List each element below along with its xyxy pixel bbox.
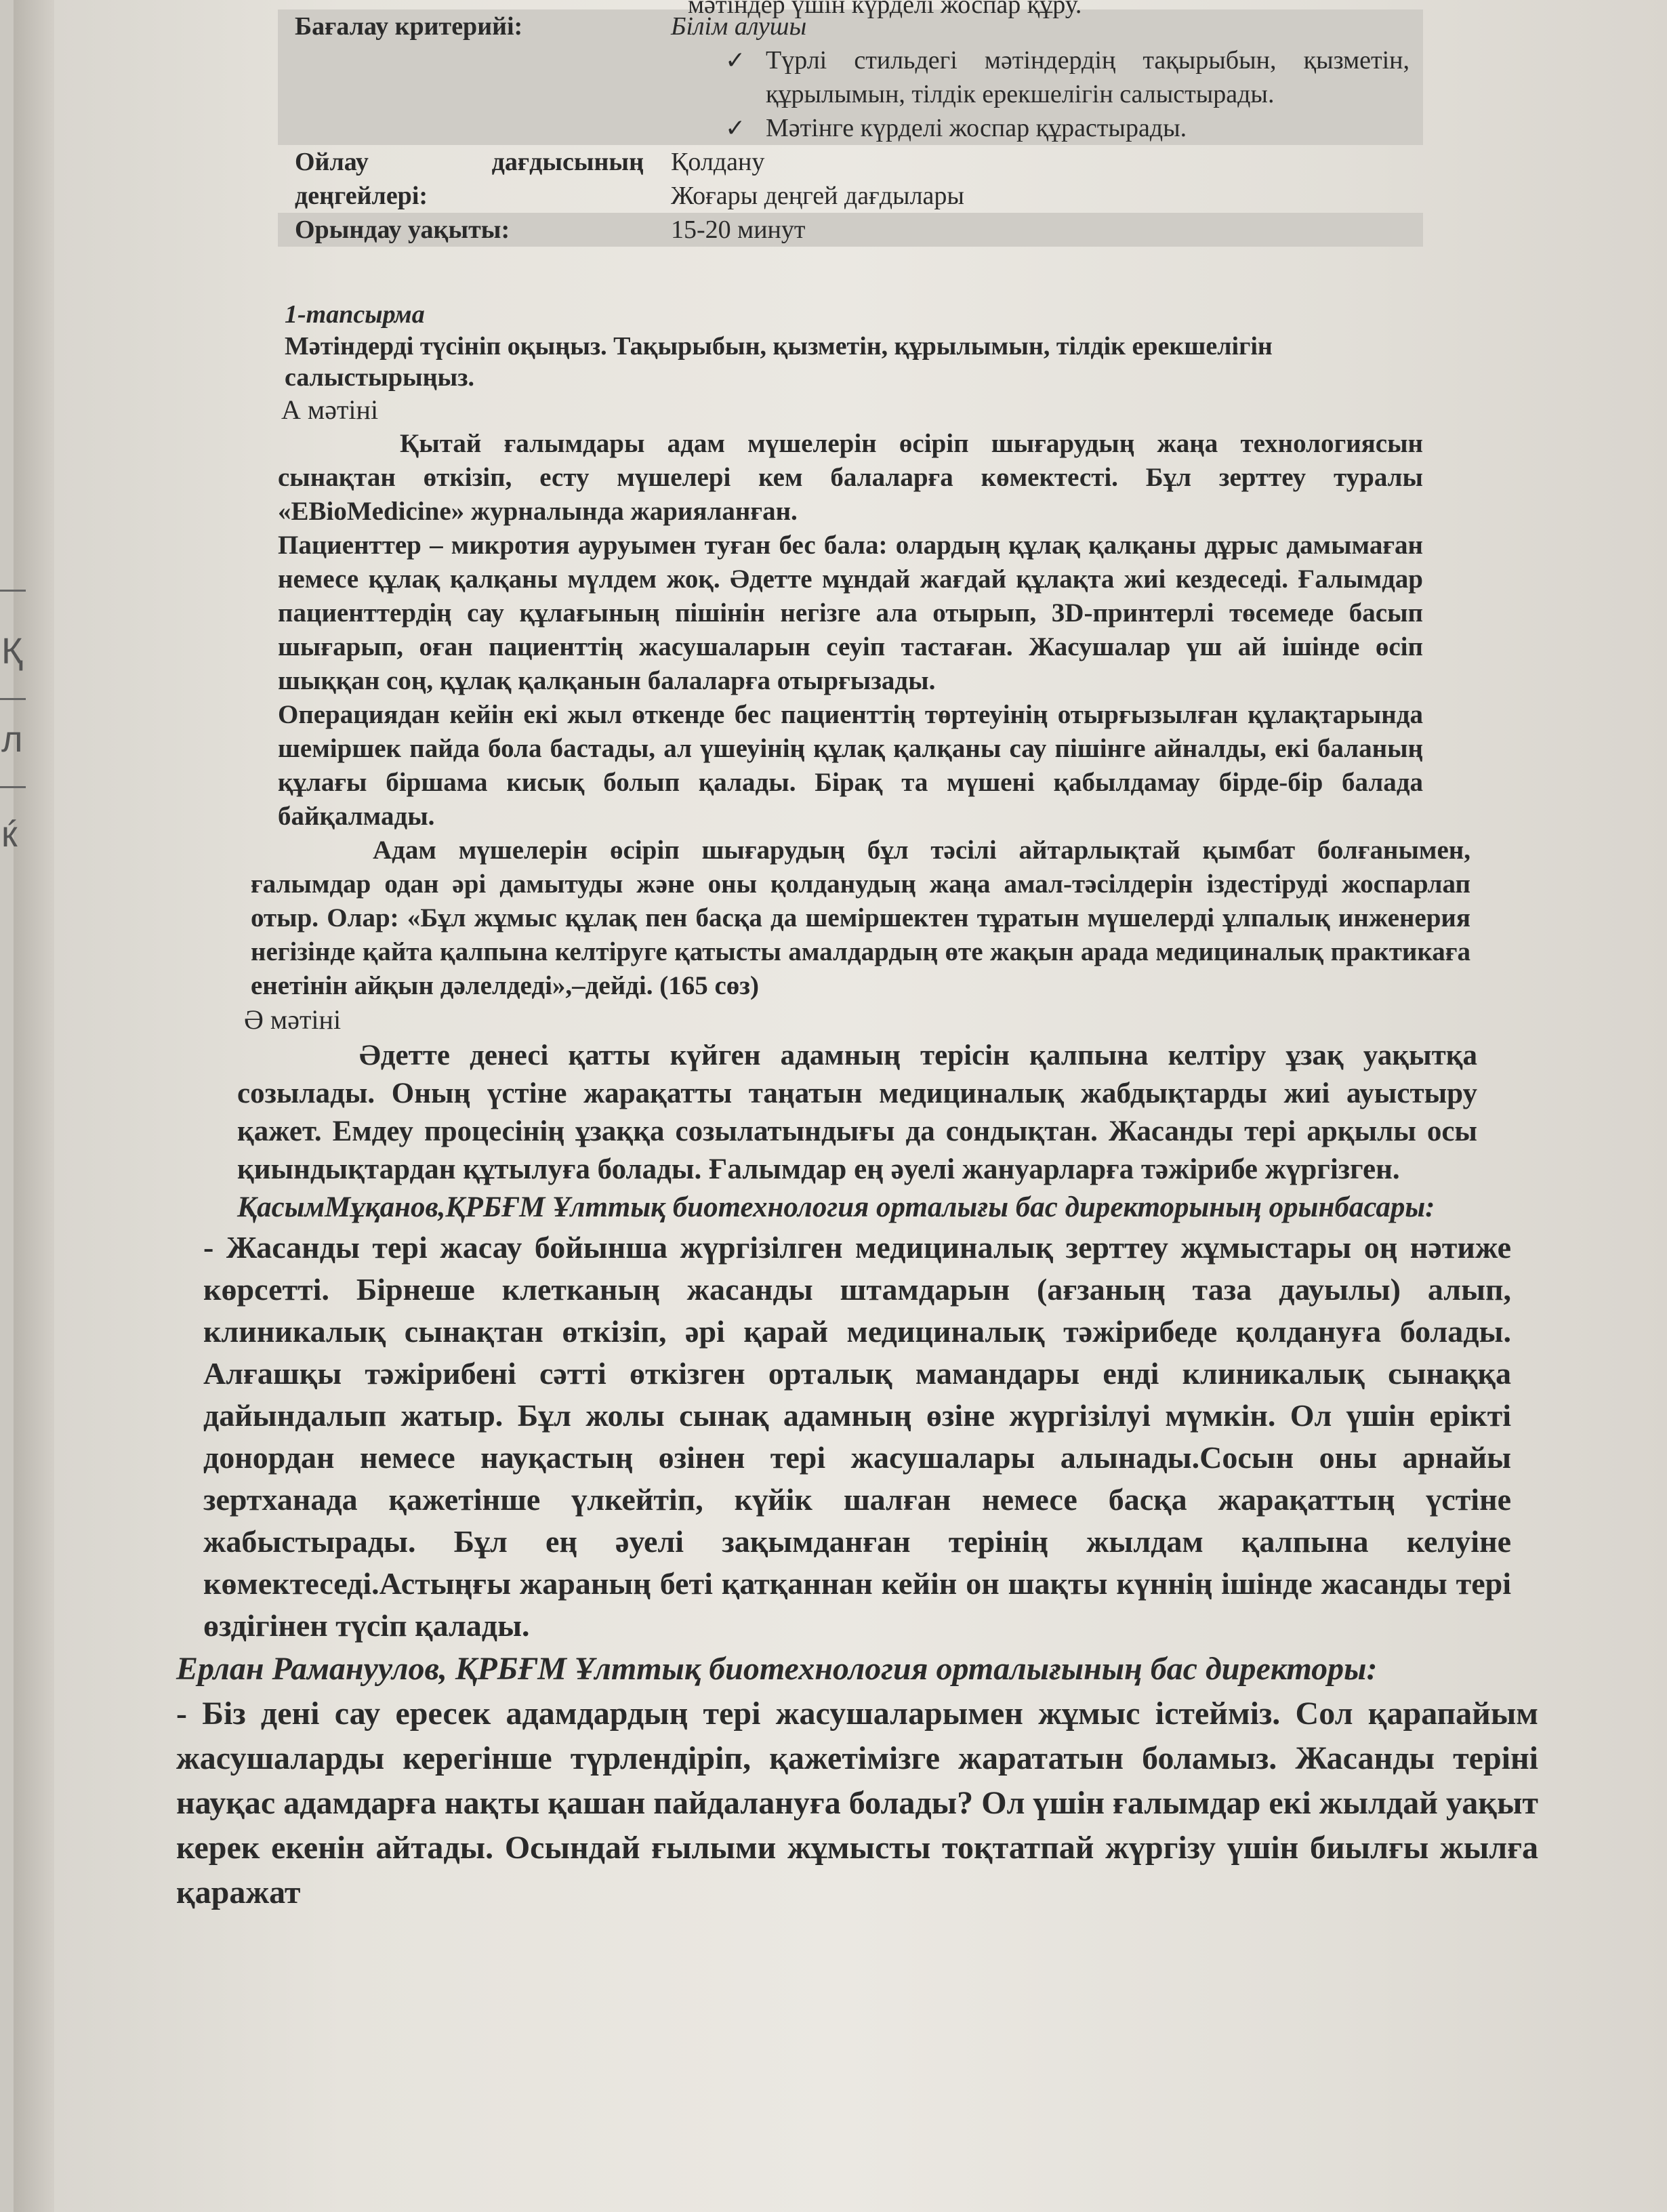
criteria-row-time bbox=[278, 213, 1423, 247]
time-label: Орындау уақыты: bbox=[295, 216, 510, 244]
margin-line bbox=[0, 698, 26, 700]
criteria-item bbox=[671, 43, 1409, 111]
thinking-values bbox=[671, 145, 1423, 213]
text-b-label: Ә мәтіні bbox=[244, 1004, 342, 1035]
speaker-1-speech: - Жасанды тері жасау бойынша жүргізілген медициналық зерттеу жұмыстары оң нәтиже көрсетті. Бірнеше клетканың жасанды штамдарын (ағзаның таза дауылы) алып, клиникалық сынақтан өткізіп, әрі қарай медициналық тәжірибеде қолдануға болады. Алғашқы тәжірибені сәтті өткізген орталық мамандары енді клиникалық сынаққа дайындалып жатыр. Бұл жолы сынақ адамның өзіне жүргізілуі мүмкін. Ол үшін ерікті донордан немесе науқастың өзінен тері жасушалары алынады.Сосын оны арнайы зертханада қажетінше үлкейтіп, күйік шалған немесе басқа жарақаттың үстіне жабыстырады. Бұл ең әуелі зақымданған терінің жылдам қалпына келуіне көмектеседі.Астыңғы жараның беті қатқаннан кейін он шақты күннің ішінде жасанды тері өздігінен түсіп қалады. bbox=[203, 1230, 1511, 1643]
page-fold-edge bbox=[14, 0, 54, 2212]
thinking-label: Ойлау дағдысының деңгейлері: bbox=[295, 148, 644, 210]
text-a-paragraph: Адам мүшелерін өсіріп шығарудың бұл тәсілі айтарлықтай қымбат болғанымен, ғалымдар одан әрі дамытуды және оны қолданудың жаңа амал-тәсілдерін іздестіруді жоспарлап отыр. Олар: «Бұл жұмыс құлақ пен басқа да шеміршектен тұратын мүшелерді ұлпалық инженерия негізінде қайта қалпына келтіруге қатысты амалдардың өте жақын арада медициналық практикаға енетінін айқын дәлелдеді»,–дейді. (165 сөз) bbox=[251, 836, 1470, 1000]
text-a-label: А мәтіні bbox=[281, 394, 379, 425]
margin-glyph: ќ bbox=[1, 814, 18, 855]
speaker-1: ҚасымМұқанов,ҚРБҒМ Ұлттық биотехнология орталығы бас директорының орынбасары: bbox=[237, 1191, 1435, 1223]
criteria-item bbox=[671, 111, 1409, 145]
margin-glyph: л bbox=[1, 719, 23, 760]
text-a-paragraph: Операциядан кейін екі жыл өткенде бес пациенттің төртеуінің отырғызылған құлақтарында шеміршек пайда бола бастады, ал үшеуінің құлақ қалқаны сау пішінге айналды, екі баланың құлағы біршама кисық болып қалады. Бірақ та мүшені қабылдамау бірде-бір балада байқалмады. bbox=[278, 700, 1423, 831]
text-a-paragraph: Қытай ғалымдары адам мүшелерін өсіріп шығарудың жаңа технологиясын сынақтан өткізіп, есту мүшелері кем балаларға көмектесті. Бұл зерттеу туралы «EBioMedicine» журналында жарияланған. bbox=[278, 429, 1423, 526]
margin-glyph: Қ bbox=[1, 631, 23, 672]
time-value: 15-20 минут bbox=[671, 216, 806, 244]
checkmark-icon: ✓ bbox=[725, 47, 746, 74]
criteria-item-text: Мәтінге күрделі жоспар құрастырады. bbox=[766, 114, 1187, 142]
margin-line bbox=[0, 590, 26, 592]
assessment-label: Бағалау критерийі: bbox=[295, 12, 523, 41]
learner-label: Білім алушы bbox=[671, 12, 807, 41]
speaker-2: Ерлан Рамануулов, ҚРБҒМ Ұлттық биотехнология орталығының бас директоры: bbox=[176, 1651, 1378, 1687]
criteria-row-thinking bbox=[278, 145, 1423, 213]
task-title: 1-тапсырма bbox=[285, 300, 425, 329]
margin-line bbox=[0, 786, 26, 788]
speaker-2-speech: - Біз дені сау ересек адамдардың тері жасушаларымен жұмыс істейміз. Сол қарапайым жасушаларды керегінше түрлендіріп, қажетімізге жарататын боламыз. Жасанды теріні науқас адамдарға нақты қашан пайдалануға болады? Ол үшін ғалымдар екі жылдай уақыт керек екенін айтады. Осындай ғылыми жұмысты тоқтатпай жүргізу үшін биылғы жылға қаражат bbox=[176, 1696, 1538, 1910]
text-a-paragraph: Пациенттер – микротия ауруымен туған бес бала: олардың құлақ қалқаны дұрыс дамымаған немесе құлақ қалқаны мүлдем жоқ. Әдетте мұндай жағдай құлақта жиі кездеседі. Ғалымдар пациенттердің сау құлағының пішінін негізге ала отырып, 3D-принтерлі төсемеде басып шығарып, оған пациенттің жасушаларын сеуіп тастаған. Жасушалар үш ай ішінде өсіп шыққан соң, құлақ қалқанын балаларға отырғызады. bbox=[278, 531, 1423, 695]
assessment-value bbox=[671, 9, 1423, 145]
document-body bbox=[176, 298, 1538, 1915]
criteria-item-text: Түрлі стильдегі мәтіндердің тақырыбын, қызметін, құрылымын, тілдік ерекшелігін салыстырады. bbox=[766, 46, 1409, 108]
thinking-value: Жоғары деңгей дағдылары bbox=[671, 182, 964, 210]
criteria-top-cut-text bbox=[278, 0, 1423, 9]
criteria-table bbox=[278, 0, 1423, 247]
thinking-value: Қолдану bbox=[671, 148, 765, 176]
criteria-row-assessment bbox=[278, 9, 1423, 145]
task-instruction: Мәтіндерді түсініп оқыңыз. Тақырыбын, қызметін, құрылымын, тілдік ерекшелігін салыстырыңыз. bbox=[285, 332, 1273, 392]
text-b-intro: Әдетте денесі қатты күйген адамның терісін қалпына келтіру ұзақ уақытқа созылады. Оның үстіне жарақатты таңатын медициналық жабдықтарды жиі ауыстыру қажет. Емдеу процесінің ұзаққа созылатындығы да сондықтан. Жасанды тері арқылы осы қиындықтардан құтылуға болады. Ғалымдар ең әуелі жануарларға тәжірибе жүргізген. bbox=[237, 1040, 1477, 1185]
checkmark-icon: ✓ bbox=[725, 115, 746, 142]
